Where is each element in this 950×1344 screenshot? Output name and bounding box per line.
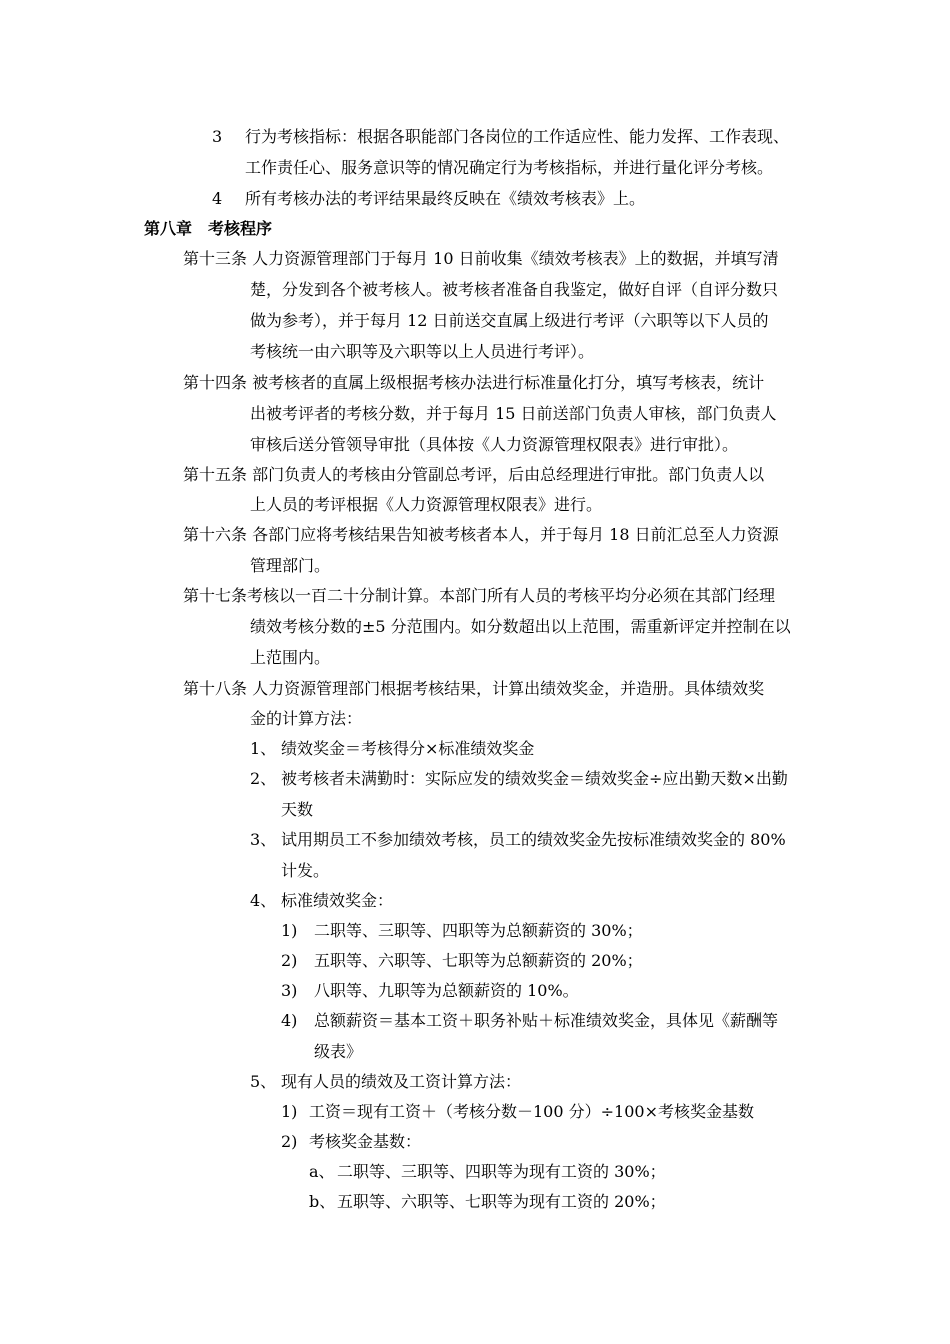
list-line: 考核奖金基数： <box>309 1132 422 1151</box>
article-line: 第十四条 被考核者的直属上级根据考核办法进行标准量化打分，填写考核表，统计 <box>183 373 765 392</box>
list-number: 1) <box>281 921 298 940</box>
list-line: 工资＝现有工资＋（考核分数－100 分）÷100×考核奖金基数 <box>309 1102 754 1121</box>
list-line: 被考核者未满勤时：实际应发的绩效奖金＝绩效奖金÷应出勤天数×出勤 <box>281 769 788 788</box>
list-number: 4 <box>212 189 223 208</box>
article-line: 出被考评者的考核分数，并于每月 15 日前送部门负责人审核，部门负责人 <box>250 404 777 423</box>
list-number: 1) <box>281 1102 298 1121</box>
article-line: 做为参考），并于每月 12 日前送交直属上级进行考评（六职等以下人员的 <box>250 311 769 330</box>
list-line: 现有人员的绩效及工资计算方法： <box>281 1072 522 1091</box>
list-number: b、 <box>309 1192 336 1211</box>
list-number: 4、 <box>250 891 277 910</box>
list-number: 3 <box>212 127 223 146</box>
list-number: 4) <box>281 1011 298 1030</box>
list-line: 标准绩效奖金： <box>281 891 394 910</box>
article-line: 第十三条 人力资源管理部门于每月 10 日前收集《绩效考核表》上的数据，并填写清 <box>183 249 779 268</box>
list-number: 3、 <box>250 830 277 849</box>
list-number: a、 <box>309 1162 335 1181</box>
article-line: 第十六条 各部门应将考核结果告知被考核者本人，并于每月 18 日前汇总至人力资源 <box>183 525 779 544</box>
list-number: 1、 <box>250 739 277 758</box>
chapter-title: 第八章 考核程序 <box>144 219 273 238</box>
list-line: 天数 <box>281 800 314 819</box>
article-line: 楚，分发到各个被考核人。被考核者准备自我鉴定，做好自评（自评分数只 <box>250 280 779 299</box>
list-line: 二职等、三职等、四职等为总额薪资的 30%； <box>314 921 643 940</box>
list-number: 2) <box>281 951 298 970</box>
article-line: 第十五条 部门负责人的考核由分管副总考评，后由总经理进行审批。部门负责人以 <box>183 465 765 484</box>
article-line: 第十八条 人力资源管理部门根据考核结果，计算出绩效奖金，并造册。具体绩效奖 <box>183 679 765 698</box>
paragraph-line: 行为考核指标：根据各职能部门各岗位的工作适应性、能力发挥、工作表现、 <box>245 127 790 146</box>
paragraph-line: 所有考核办法的考评结果最终反映在《绩效考核表》上。 <box>245 189 646 208</box>
list-line: 五职等、六职等、七职等为现有工资的 20%； <box>337 1192 666 1211</box>
article-line: 考核统一由六职等及六职等以上人员进行考评）。 <box>250 342 595 361</box>
list-line: 级表》 <box>314 1042 363 1061</box>
article-line: 上范围内。 <box>250 648 331 667</box>
list-line: 计发。 <box>281 861 330 880</box>
list-number: 5、 <box>250 1072 277 1091</box>
article-line: 绩效考核分数的±5 分范围内。如分数超出以上范围，需重新评定并控制在以 <box>250 617 791 636</box>
list-line: 八职等、九职等为总额薪资的 10%。 <box>314 981 579 1000</box>
list-line: 绩效奖金＝考核得分×标准绩效奖金 <box>281 739 535 758</box>
list-number: 2、 <box>250 769 277 788</box>
article-line: 上人员的考评根据《人力资源管理权限表》进行。 <box>250 495 603 514</box>
paragraph-line: 工作责任心、服务意识等的情况确定行为考核指标，并进行量化评分考核。 <box>245 158 774 177</box>
list-number: 3) <box>281 981 298 1000</box>
article-line: 审核后送分管领导审批（具体按《人力资源管理权限表》进行审批）。 <box>250 435 739 454</box>
article-line: 第十七条考核以一百二十分制计算。本部门所有人员的考核平均分必须在其部门经理 <box>183 586 776 605</box>
article-line: 金的计算方法： <box>250 709 363 728</box>
list-line: 试用期员工不参加绩效考核，员工的绩效奖金先按标准绩效奖金的 80% <box>281 830 786 849</box>
list-line: 总额薪资＝基本工资＋职务补贴＋标准绩效奖金，具体见《薪酬等 <box>314 1011 779 1030</box>
list-line: 五职等、六职等、七职等为总额薪资的 20%； <box>314 951 643 970</box>
article-line: 管理部门。 <box>250 556 331 575</box>
list-number: 2) <box>281 1132 298 1151</box>
list-line: 二职等、三职等、四职等为现有工资的 30%； <box>337 1162 666 1181</box>
